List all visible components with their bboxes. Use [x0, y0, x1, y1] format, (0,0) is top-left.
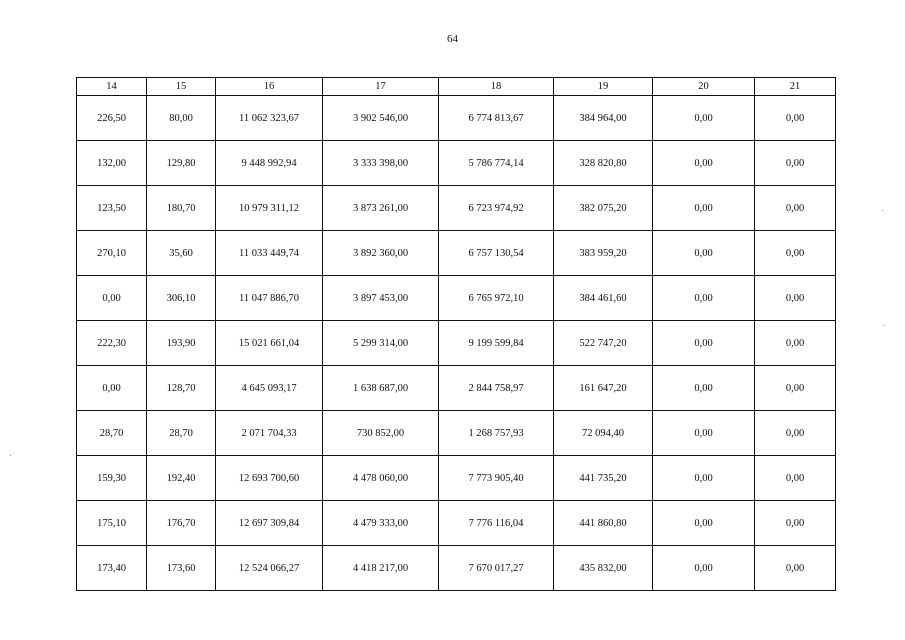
- table-cell: 28,70: [77, 411, 147, 456]
- table-cell: 9 448 992,94: [216, 141, 323, 186]
- table-row: [77, 96, 836, 141]
- table-cell: 9 199 599,84: [439, 321, 554, 366]
- table-cell: 7 670 017,27: [439, 546, 554, 591]
- table-cell: 6 765 972,10: [439, 276, 554, 321]
- table-cell: 12 693 700,60: [216, 456, 323, 501]
- table-cell: 159,30: [77, 456, 147, 501]
- scan-speck: [882, 210, 883, 211]
- table-cell: 383 959,20: [554, 231, 653, 276]
- table-cell: 173,60: [147, 546, 216, 591]
- table-cell: 0,00: [755, 186, 836, 231]
- table-cell: 10 979 311,12: [216, 186, 323, 231]
- table-cell: 0,00: [653, 186, 755, 231]
- table-cell: 4 645 093,17: [216, 366, 323, 411]
- table-cell: 193,90: [147, 321, 216, 366]
- table-cell: 5 299 314,00: [323, 321, 439, 366]
- table-cell: 6 723 974,92: [439, 186, 554, 231]
- table-cell: 0,00: [653, 231, 755, 276]
- table-cell: 0,00: [755, 546, 836, 591]
- table-row: [77, 231, 836, 276]
- table-cell: 0,00: [653, 321, 755, 366]
- table-row: [77, 411, 836, 456]
- column-header: 20: [653, 78, 755, 96]
- table-cell: 222,30: [77, 321, 147, 366]
- table-cell: 192,40: [147, 456, 216, 501]
- table-cell: 28,70: [147, 411, 216, 456]
- table-cell: 328 820,80: [554, 141, 653, 186]
- table-cell: 3 897 453,00: [323, 276, 439, 321]
- table-cell: 0,00: [77, 366, 147, 411]
- table-cell: 270,10: [77, 231, 147, 276]
- table-cell: 3 333 398,00: [323, 141, 439, 186]
- table-cell: 11 047 886,70: [216, 276, 323, 321]
- table-body: [77, 96, 836, 591]
- table-cell: 4 479 333,00: [323, 501, 439, 546]
- table-cell: 176,70: [147, 501, 216, 546]
- data-table: [76, 77, 836, 591]
- table-cell: 0,00: [755, 231, 836, 276]
- table-row: [77, 321, 836, 366]
- table-cell: 11 033 449,74: [216, 231, 323, 276]
- column-header: 21: [755, 78, 836, 96]
- table-cell: 132,00: [77, 141, 147, 186]
- table-cell: 306,10: [147, 276, 216, 321]
- table-cell: 0,00: [755, 366, 836, 411]
- table-cell: 35,60: [147, 231, 216, 276]
- table-cell: 129,80: [147, 141, 216, 186]
- column-header: 19: [554, 78, 653, 96]
- table-cell: 384 461,60: [554, 276, 653, 321]
- column-header: 16: [216, 78, 323, 96]
- table-cell: 4 418 217,00: [323, 546, 439, 591]
- table-row: [77, 501, 836, 546]
- table-cell: 730 852,00: [323, 411, 439, 456]
- table-row: [77, 141, 836, 186]
- table-row: [77, 366, 836, 411]
- table-cell: 15 021 661,04: [216, 321, 323, 366]
- table-cell: 435 832,00: [554, 546, 653, 591]
- table-cell: 0,00: [653, 501, 755, 546]
- column-header: 15: [147, 78, 216, 96]
- table-row: [77, 546, 836, 591]
- table-cell: 7 773 905,40: [439, 456, 554, 501]
- table-cell: 0,00: [77, 276, 147, 321]
- table-header-row: [77, 78, 836, 96]
- table-cell: 0,00: [653, 141, 755, 186]
- table-cell: 123,50: [77, 186, 147, 231]
- table-cell: 161 647,20: [554, 366, 653, 411]
- table-cell: 11 062 323,67: [216, 96, 323, 141]
- table-row: [77, 186, 836, 231]
- table-cell: 0,00: [653, 96, 755, 141]
- table-cell: 6 757 130,54: [439, 231, 554, 276]
- table-cell: 1 268 757,93: [439, 411, 554, 456]
- table-cell: 1 638 687,00: [323, 366, 439, 411]
- table-cell: 72 094,40: [554, 411, 653, 456]
- table-cell: 0,00: [755, 456, 836, 501]
- table-cell: 2 071 704,33: [216, 411, 323, 456]
- table-cell: 441 735,20: [554, 456, 653, 501]
- table-cell: 0,00: [653, 411, 755, 456]
- table-cell: 382 075,20: [554, 186, 653, 231]
- table-cell: 0,00: [755, 276, 836, 321]
- table-cell: 180,70: [147, 186, 216, 231]
- table-cell: 175,10: [77, 501, 147, 546]
- table-cell: 441 860,80: [554, 501, 653, 546]
- table-cell: 3 902 546,00: [323, 96, 439, 141]
- table-row: [77, 276, 836, 321]
- table-cell: 522 747,20: [554, 321, 653, 366]
- column-header: 14: [77, 78, 147, 96]
- table-cell: 6 774 813,67: [439, 96, 554, 141]
- scan-speck: [884, 325, 885, 326]
- scan-speck: [10, 455, 11, 456]
- table-row: [77, 456, 836, 501]
- table-cell: 80,00: [147, 96, 216, 141]
- table-cell: 0,00: [653, 546, 755, 591]
- table-cell: 128,70: [147, 366, 216, 411]
- table-cell: 4 478 060,00: [323, 456, 439, 501]
- table-cell: 173,40: [77, 546, 147, 591]
- column-header: 18: [439, 78, 554, 96]
- table-cell: 2 844 758,97: [439, 366, 554, 411]
- table-cell: 0,00: [755, 411, 836, 456]
- table-cell: 5 786 774,14: [439, 141, 554, 186]
- table-cell: 0,00: [653, 276, 755, 321]
- table-cell: 0,00: [755, 501, 836, 546]
- page-number: 64: [447, 33, 458, 45]
- table-cell: 12 697 309,84: [216, 501, 323, 546]
- table-cell: 0,00: [653, 456, 755, 501]
- table-cell: 7 776 116,04: [439, 501, 554, 546]
- table-cell: 0,00: [755, 96, 836, 141]
- column-header: 17: [323, 78, 439, 96]
- table-cell: 0,00: [755, 141, 836, 186]
- table-cell: 12 524 066,27: [216, 546, 323, 591]
- table-cell: 0,00: [653, 366, 755, 411]
- table-cell: 226,50: [77, 96, 147, 141]
- table-cell: 3 873 261,00: [323, 186, 439, 231]
- table-cell: 384 964,00: [554, 96, 653, 141]
- table-cell: 0,00: [755, 321, 836, 366]
- table-cell: 3 892 360,00: [323, 231, 439, 276]
